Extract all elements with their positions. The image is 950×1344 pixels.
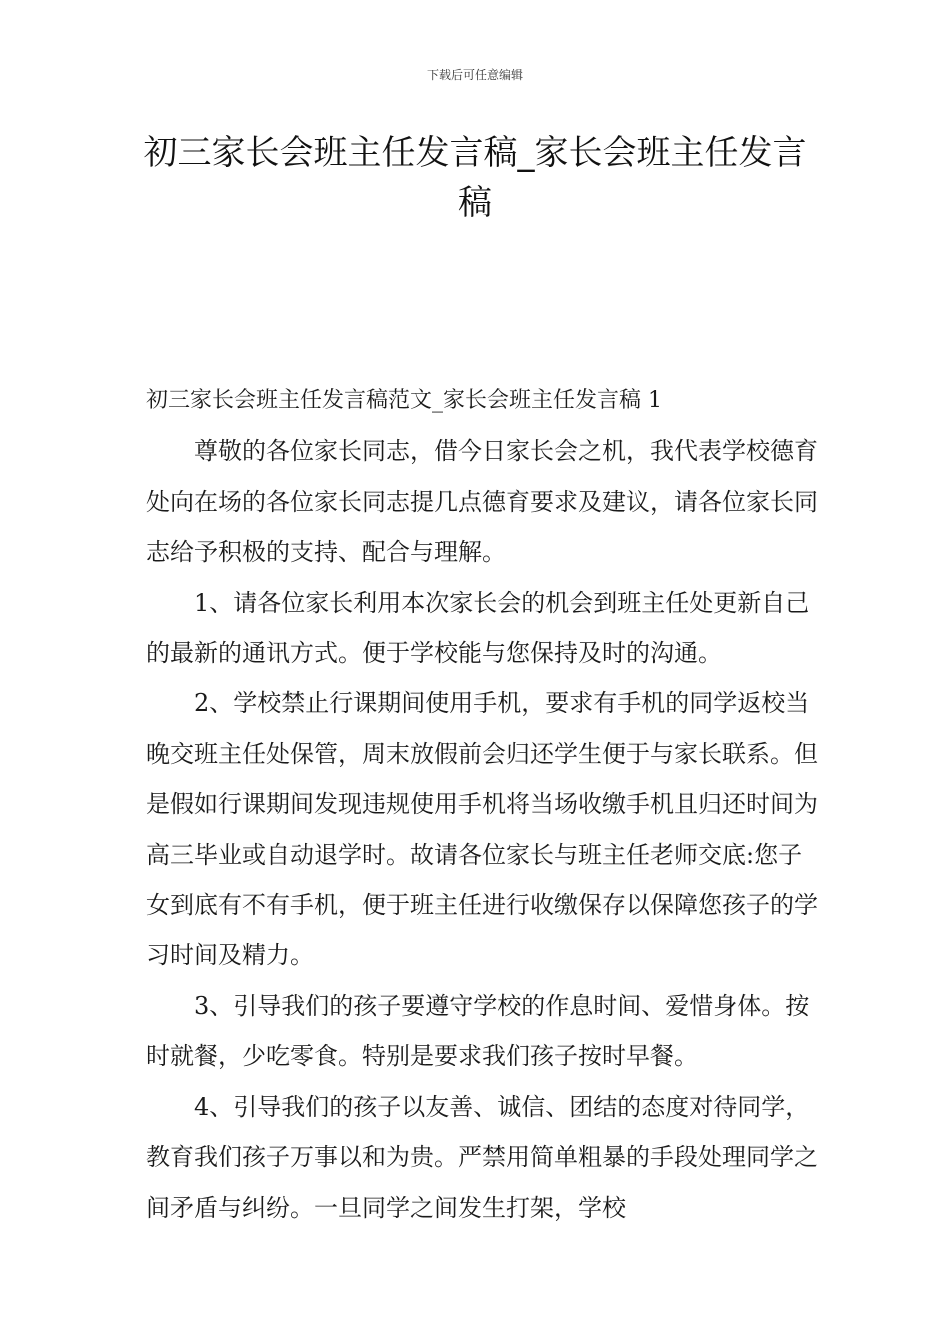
paragraph-item-1: 1、请各位家长利用本次家长会的机会到班主任处更新自己的最新的通讯方式。便于学校能与您保持及时的沟通。: [146, 588, 810, 668]
paragraph-item-2: 2、学校禁止行课期间使用手机，要求有手机的同学返校当晚交班主任处保管，周末放假前会归还学生便于与家长联系。但是假如行课期间发现违规使用手机将当场收缴手机且归还时间为高三毕业或自动退学时。故请各位家长与班主任老师交底:您子女到底有不有手机，便于班主任进行收缴保存以保障您孩子的学习时间及精力。: [146, 689, 818, 970]
paragraph-item-4: 4、引导我们的孩子以友善、诚信、团结的态度对待同学，教育我们孩子万事以和为贵。严禁用简单粗暴的手段处理同学之间矛盾与纠纷。一旦同学之间发生打架，学校: [146, 1092, 818, 1222]
section-subheading: 初三家长会班主任发言稿范文_家长会班主任发言稿 1: [146, 388, 662, 413]
paragraph-item-3: 3、引导我们的孩子要遵守学校的作息时间、爱惜身体。按时就餐，少吃零食。特别是要求我们孩子按时早餐。: [146, 991, 810, 1071]
document-body: [146, 376, 822, 1233]
paragraph-intro: 尊敬的各位家长同志，借今日家长会之机，我代表学校德育处向在场的各位家长同志提几点德育要求及建议，请各位家长同志给予积极的支持、配合与理解。: [146, 437, 818, 567]
page-header-note: 下载后可任意编辑: [426, 68, 523, 82]
document-title: 初三家长会班主任发言稿_家长会班主任发言稿: [143, 133, 807, 223]
